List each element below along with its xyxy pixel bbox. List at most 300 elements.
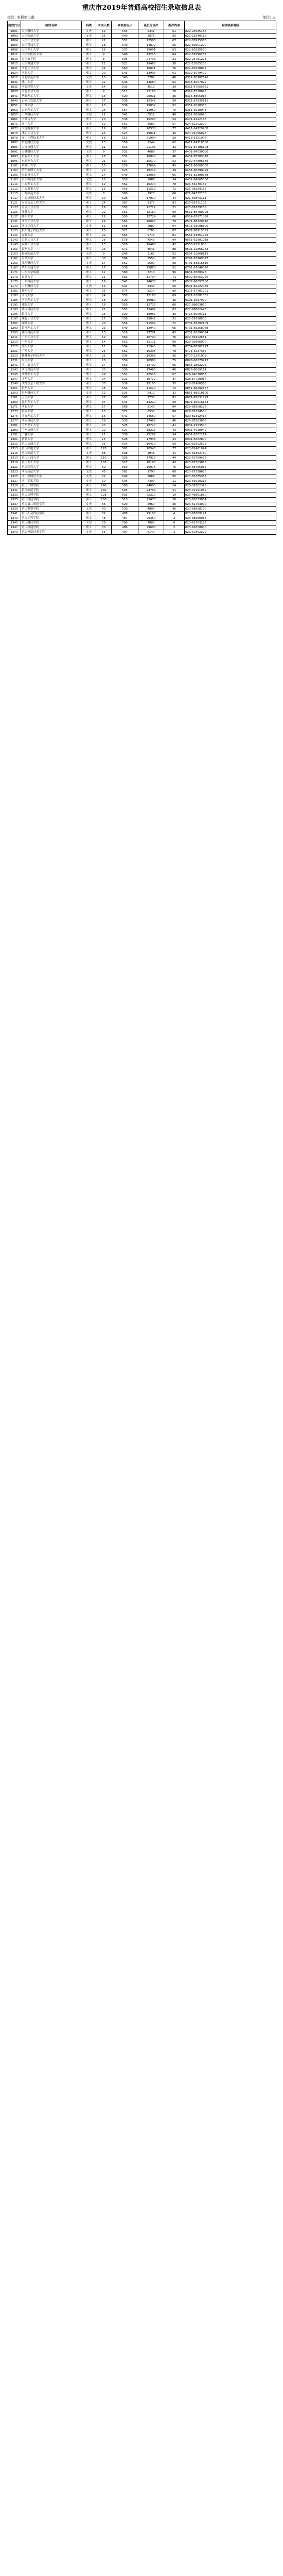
cell-phone: 023-68828190 (185, 507, 276, 512)
cell-code: 1345 (8, 521, 21, 526)
cell-school: 长春理工大学 (21, 155, 82, 159)
cell-category: 理工 (82, 164, 96, 168)
cell-phone: 0791-83816810 (185, 261, 276, 266)
cell-category: 理工 (82, 456, 96, 461)
cell-diff: 90 (164, 289, 185, 294)
cell-min-score: 525 (112, 391, 138, 396)
cell-rank: 10790 (138, 335, 164, 340)
table-row (8, 461, 276, 465)
cell-diff: 79 (164, 219, 185, 224)
table-row (8, 117, 276, 122)
cell-code: 1165 (8, 266, 21, 270)
cell-category: 理工 (82, 238, 96, 243)
cell-school: 辽宁大学 (21, 122, 82, 127)
table-row (8, 113, 276, 117)
cell-school: 新疆大学 (21, 437, 82, 442)
cell-min-score: 549 (112, 474, 138, 479)
cell-min-score: 505 (112, 479, 138, 484)
cell-school: 海南大学 (21, 359, 82, 363)
cell-diff: 37 (164, 377, 185, 382)
cell-count: 16 (96, 48, 112, 53)
cell-diff: 39 (164, 168, 185, 173)
cell-code: 1277 (8, 419, 21, 423)
cell-category: 理工 (82, 526, 96, 530)
cell-school: 宁夏大学 (21, 433, 82, 437)
cell-rank: 3162 (138, 252, 164, 257)
table-row (8, 243, 276, 247)
table-row (8, 141, 276, 145)
cell-category: 理工 (82, 168, 96, 173)
cell-phone: 023-65385385 (185, 474, 276, 479)
cell-code: 1041 (8, 94, 21, 99)
cell-phone: 0311-87655631 (185, 85, 276, 90)
cell-diff: 57 (164, 122, 185, 127)
cell-school: 河北工业大学 (21, 66, 82, 71)
table-row (8, 530, 276, 535)
table-row (8, 493, 276, 498)
table-row (8, 456, 276, 461)
cell-phone: 0631-5688325 (185, 270, 276, 275)
table-row (8, 159, 276, 164)
table-row (8, 423, 276, 428)
cell-diff: 4 (164, 512, 185, 516)
cell-diff: 67 (164, 39, 185, 43)
cell-category: 理工 (82, 512, 96, 516)
cell-school: 长江大学 (21, 312, 82, 317)
cell-phone: 023-49891880 (185, 493, 276, 498)
cell-count: 14 (96, 261, 112, 266)
cell-code: 1249 (8, 382, 21, 386)
cell-phone: 0312-5079422 (185, 71, 276, 76)
cell-phone: 0571-28008800 (185, 224, 276, 229)
cell-category: 文史 (82, 502, 96, 507)
cell-rank: 2244 (138, 141, 164, 145)
table-row (8, 428, 276, 433)
cell-count: 23 (96, 326, 112, 331)
cell-code: 1101 (8, 164, 21, 168)
cell-diff: 75 (164, 359, 185, 363)
cell-code: 1035 (8, 85, 21, 90)
table-row (8, 498, 276, 502)
cell-phone: 029-82312415 (185, 414, 276, 419)
cell-count: 23 (96, 247, 112, 252)
cell-count: 18 (96, 215, 112, 219)
cell-min-score: 530 (112, 419, 138, 423)
cell-code: 1313 (8, 447, 21, 451)
cell-school: 上海海事大学 (21, 187, 82, 192)
cell-count: 9 (96, 150, 112, 155)
cell-diff: 38 (164, 62, 185, 66)
cell-diff: 57 (164, 280, 185, 284)
table-row (8, 280, 276, 284)
cell-diff: 53 (164, 159, 185, 164)
cell-diff: 2 (164, 526, 185, 530)
cell-phone: 027-88663870 (185, 303, 276, 308)
table-row (8, 308, 276, 312)
cell-code: 1275 (8, 414, 21, 419)
cell-category: 理工 (82, 266, 96, 270)
cell-category: 理工 (82, 410, 96, 414)
cell-rank: 12180 (138, 294, 164, 298)
cell-phone: 022-60601200 (185, 43, 276, 48)
cell-school: 长沙理工大学 (21, 326, 82, 331)
cell-count: 19 (96, 335, 112, 340)
cell-min-score: 551 (112, 39, 138, 43)
cell-phone: 0351-6010048 (185, 108, 276, 113)
table-row (8, 331, 276, 335)
header-phone: 院校联系电话 (185, 21, 276, 29)
cell-min-score: 558 (112, 224, 138, 229)
cell-school: 湖北大学 (21, 303, 82, 308)
cell-school: 湖北工业大学 (21, 317, 82, 321)
cell-count: 12 (96, 62, 112, 66)
cell-phone: 0951-2062114 (185, 433, 276, 437)
cell-diff: 24 (164, 484, 185, 488)
cell-phone: 023-65362780 (185, 451, 276, 456)
cell-min-score: 536 (112, 317, 138, 321)
cell-count: 20 (96, 168, 112, 173)
cell-diff: 11 (164, 479, 185, 484)
cell-rank: 16410 (138, 442, 164, 447)
cell-diff: 70 (164, 108, 185, 113)
table-row (8, 238, 276, 243)
cell-code: 1021 (8, 66, 21, 71)
table-row (8, 321, 276, 326)
cell-school: 浙江工业大学 (21, 219, 82, 224)
cell-category: 理工 (82, 484, 96, 488)
cell-school: 西安科技大学 (21, 419, 82, 423)
cell-rank: 4800 (138, 507, 164, 512)
cell-count: 96 (96, 442, 112, 447)
cell-category: 理工 (82, 159, 96, 164)
cell-count: 12 (96, 391, 112, 396)
cell-rank: 2876 (138, 34, 164, 39)
cell-code: 1177 (8, 284, 21, 289)
cell-phone: 0471-4992163 (185, 117, 276, 122)
cell-min-score: 559 (112, 359, 138, 363)
cell-code: 1121 (8, 201, 21, 206)
table-row (8, 66, 276, 71)
table-row (8, 317, 276, 321)
cell-min-score: 556 (112, 187, 138, 192)
cell-code: 1024 (8, 71, 21, 76)
cell-min-score: 538 (112, 451, 138, 456)
cell-rank: 13906 (138, 71, 164, 76)
cell-phone: 021-38284188 (185, 187, 276, 192)
cell-diff: 69 (164, 294, 185, 298)
cell-phone: 022-59596257 (185, 53, 276, 57)
cell-school: 山西大学 (21, 104, 82, 108)
cell-diff: 44 (164, 451, 185, 456)
cell-rank: 1790 (138, 470, 164, 474)
cell-school: 昆明理工大学 (21, 400, 82, 405)
cell-rank: 18215 (138, 428, 164, 433)
cell-category: 文史 (82, 261, 96, 266)
cell-diff: 88 (164, 247, 185, 252)
cell-phone: 0773-2291008 (185, 354, 276, 359)
cell-min-score: 527 (112, 428, 138, 433)
cell-phone: 023-68485015 (185, 465, 276, 470)
cell-diff: 57 (164, 414, 185, 419)
cell-school: 西南政法大学 (21, 470, 82, 474)
table-row (8, 53, 276, 57)
cell-code: 1173 (8, 275, 21, 280)
table-row (8, 326, 276, 331)
table-meta (7, 14, 276, 21)
cell-min-score: 555 (112, 29, 138, 34)
table-row (8, 39, 276, 43)
cell-min-score: 521 (112, 377, 138, 382)
cell-diff: 50 (164, 354, 185, 359)
cell-code: 1331 (8, 488, 21, 493)
table-row (8, 284, 276, 289)
cell-diff: 66 (164, 215, 185, 219)
cell-diff: 81 (164, 396, 185, 400)
table-row (8, 391, 276, 396)
cell-phone: 0591-22868115 (185, 252, 276, 257)
cell-school: 浙江工商大学 (21, 224, 82, 229)
table-row (8, 451, 276, 456)
cell-code: 1093 (8, 155, 21, 159)
cell-phone: 029-88308222 (185, 405, 276, 410)
cell-diff: 77 (164, 447, 185, 451)
cell-min-score: 561 (112, 447, 138, 451)
cell-min-score: 544 (112, 284, 138, 289)
cell-diff: 55 (164, 474, 185, 479)
cell-phone: 0531-82222039 (185, 284, 276, 289)
cell-category: 文史 (82, 474, 96, 479)
cell-school: 桂林电子科技大学 (21, 354, 82, 359)
cell-category: 文史 (82, 224, 96, 229)
cell-rank: 1920 (138, 192, 164, 196)
cell-rank: 12515 (138, 372, 164, 377)
cell-rank: 10811 (138, 66, 164, 71)
cell-code: 1011 (8, 53, 21, 57)
cell-min-score: 551 (112, 372, 138, 377)
cell-school: 上海师范大学 (21, 192, 82, 196)
cell-rank: 8530 (138, 410, 164, 414)
table-row (8, 261, 276, 266)
cell-school: 东北财经大学 (21, 141, 82, 145)
cell-category: 理工 (82, 71, 96, 76)
cell-code: 1151 (8, 247, 21, 252)
cell-rank: 19980 (138, 298, 164, 303)
cell-category: 理工 (82, 108, 96, 113)
cell-code: 1221 (8, 349, 21, 354)
cell-min-score: 548 (112, 53, 138, 57)
cell-phone: 0312-7528096 (185, 90, 276, 94)
cell-phone: 023-62563066 (185, 461, 276, 465)
cell-count: 14 (96, 85, 112, 90)
cell-phone: 0716-8060111 (185, 312, 276, 317)
cell-diff: 64 (164, 224, 185, 229)
table-row (8, 257, 276, 261)
cell-count: 20 (96, 233, 112, 238)
cell-phone: 023-62652528 (185, 442, 276, 447)
cell-code: 1061 (8, 117, 21, 122)
table-row (8, 192, 276, 196)
cell-rank: 16840 (138, 155, 164, 159)
cell-phone: 0511-88780098 (185, 210, 276, 215)
cell-count: 128 (96, 493, 112, 498)
cell-diff: 42 (164, 243, 185, 247)
cell-min-score: 536 (112, 266, 138, 270)
header-diff: 批次线差 (164, 21, 185, 29)
table-row (8, 400, 276, 405)
cell-phone: 0731-58292109 (185, 321, 276, 326)
cell-rank: 17910 (138, 196, 164, 201)
cell-phone: 020-39322681 (185, 335, 276, 340)
cell-rank: 15601 (138, 48, 164, 53)
cell-rank: 8700 (138, 229, 164, 233)
table-row (8, 108, 276, 113)
cell-category: 理工 (82, 442, 96, 447)
header-min-score: 录取最低分 (112, 21, 138, 29)
cell-rank: 21106 (138, 145, 164, 150)
cell-category: 理工 (82, 219, 96, 224)
cell-category: 理工 (82, 90, 96, 94)
cell-min-score: 554 (112, 345, 138, 349)
cell-category: 理工 (82, 308, 96, 312)
table-row (8, 168, 276, 173)
cell-diff: 94 (164, 238, 185, 243)
cell-min-score: 512 (112, 90, 138, 94)
cell-school: 河北经贸大学 (21, 85, 82, 90)
cell-min-score: 530 (112, 368, 138, 372)
cell-phone: 022-23540118 (185, 34, 276, 39)
cell-phone: 025-58731109 (185, 201, 276, 206)
cell-diff: 3 (164, 516, 185, 521)
table-row (8, 303, 276, 308)
table-row (8, 90, 276, 94)
cell-count: 22 (96, 80, 112, 85)
cell-rank: 17701 (138, 331, 164, 335)
cell-rank: 7540 (138, 238, 164, 243)
cell-diff: 43 (164, 461, 185, 465)
cell-count: 18 (96, 298, 112, 303)
cell-phone: 023-62769426 (185, 456, 276, 461)
cell-count: 24 (96, 201, 112, 206)
table-row (8, 127, 276, 131)
cell-rank: 29100 (138, 512, 164, 516)
table-row (8, 410, 276, 414)
cell-category: 理工 (82, 201, 96, 206)
cell-code: 1317 (8, 456, 21, 461)
table-row (8, 34, 276, 39)
cell-code: 1315 (8, 451, 21, 456)
cell-count: 22 (96, 396, 112, 400)
cell-code: 1051 (8, 104, 21, 108)
cell-code: 1325 (8, 474, 21, 479)
cell-phone: 029-82334500 (185, 410, 276, 414)
cell-school: 兰州理工大学 (21, 423, 82, 428)
table-row (8, 368, 276, 372)
cell-code: 1031 (8, 80, 21, 85)
cell-rank: 2680 (138, 122, 164, 127)
cell-min-score: 560 (112, 192, 138, 196)
cell-rank: 18190 (138, 461, 164, 465)
table-row (8, 201, 276, 206)
cell-diff: 78 (164, 182, 185, 187)
cell-phone: 0835-2882208 (185, 363, 276, 368)
cell-code: 1103 (8, 168, 21, 173)
table-row (8, 150, 276, 155)
table-row (8, 354, 276, 359)
cell-code: 1181 (8, 289, 21, 294)
cell-count: 130 (96, 488, 112, 493)
cell-diff: 46 (164, 368, 185, 372)
cell-diff: 61 (164, 29, 185, 34)
cell-phone: 023-67862222 (185, 530, 276, 535)
cell-min-score: 578 (112, 238, 138, 243)
cell-rank: 4510 (138, 85, 164, 90)
cell-count: 15 (96, 229, 112, 233)
cell-category: 理工 (82, 321, 96, 326)
cell-diff: 44 (164, 456, 185, 461)
cell-code: 1175 (8, 280, 21, 284)
cell-category: 理工 (82, 43, 96, 48)
cell-min-score: 556 (112, 321, 138, 326)
cell-school: 重庆科技学院 (21, 498, 82, 502)
cell-rank: 20011 (138, 94, 164, 99)
cell-count: 13 (96, 284, 112, 289)
cell-category: 理工 (82, 428, 96, 433)
cell-phone: 023-65920215 (185, 479, 276, 484)
cell-code: 1004 (8, 39, 21, 43)
cell-rank: 18720 (138, 423, 164, 428)
cell-category: 理工 (82, 345, 96, 349)
cell-school: 重庆文理学院 (21, 493, 82, 498)
cell-rank: 10545 (138, 447, 164, 451)
cell-school: 天津财经大学 (21, 29, 82, 34)
cell-rank: 29350 (138, 516, 164, 521)
cell-school: 山东财经大学 (21, 284, 82, 289)
cell-code: 1135 (8, 229, 21, 233)
cell-category: 理工 (82, 173, 96, 178)
cell-rank: 2341 (138, 29, 164, 34)
cell-min-score: 508 (112, 484, 138, 488)
cell-school: 南昌大学 (21, 257, 82, 261)
cell-code: 1335 (8, 498, 21, 502)
table-row (8, 62, 276, 66)
cell-code: 1095 (8, 159, 21, 164)
cell-min-score: 520 (112, 94, 138, 99)
cell-category: 理工 (82, 335, 96, 340)
cell-school: 重庆邮电大学 (21, 447, 82, 451)
cell-school: 大连交通大学 (21, 145, 82, 150)
cell-count: 15 (96, 437, 112, 442)
cell-school: 广西大学 (21, 349, 82, 354)
cell-diff: 61 (164, 71, 185, 76)
cell-phone: 027-59750500 (185, 317, 276, 321)
table-row (8, 335, 276, 340)
cell-school: 杭州电子科技大学 (21, 229, 82, 233)
cell-code: 1203 (8, 326, 21, 331)
cell-phone: 024-62202200 (185, 122, 276, 127)
cell-category: 理工 (82, 104, 96, 108)
cell-code: 1193 (8, 308, 21, 312)
cell-rank: 19963 (138, 312, 164, 317)
cell-rank: 19011 (138, 131, 164, 136)
cell-rank: 12492 (138, 308, 164, 312)
cell-diff: 67 (164, 372, 185, 377)
cell-count: 36 (96, 521, 112, 526)
cell-school: 燕山大学 (21, 80, 82, 85)
cell-diff: 6 (164, 521, 185, 526)
cell-category: 理工 (82, 280, 96, 284)
header-code: 院校代号 (8, 21, 21, 29)
cell-count: 12 (96, 182, 112, 187)
